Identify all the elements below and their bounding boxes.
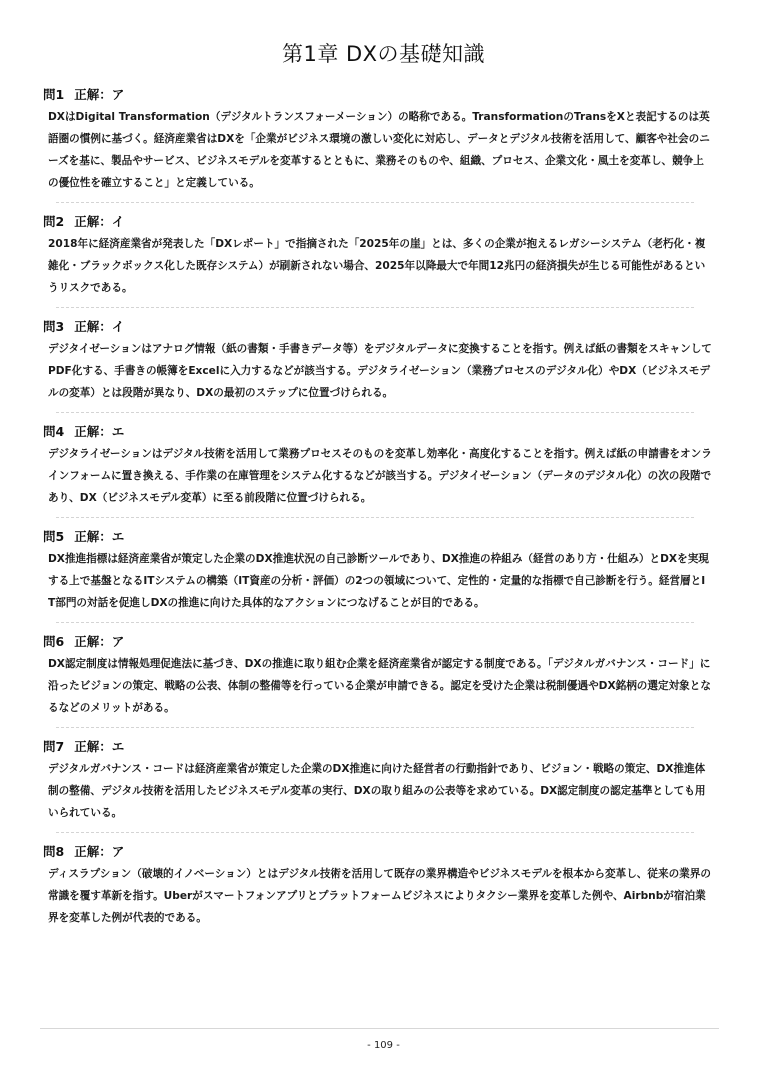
question-item <box>43 211 713 308</box>
divider <box>56 832 694 833</box>
page-title: 第1章 DXの基礎知識 <box>281 42 486 67</box>
answer-label: 正解：エ <box>74 739 125 754</box>
question-header <box>43 84 713 106</box>
divider <box>56 202 694 203</box>
divider <box>56 727 694 728</box>
question-item <box>43 736 713 833</box>
question-header <box>43 631 713 653</box>
divider <box>56 307 694 308</box>
footer-divider <box>40 1028 719 1029</box>
question-item <box>43 316 713 413</box>
question-item <box>43 526 713 623</box>
answer-label: 正解：エ <box>74 529 125 544</box>
question-item <box>43 84 713 203</box>
question-number: 問8 <box>43 844 65 859</box>
explanation-text: デジタルガバナンス・コードは経済産業省が策定した企業のDX推進に向けた経営者の行動指針であり、ビジョン・戦略の策定、DX推進体制の整備、デジタル技術を活用したビジネスモデル変革の実行、DXの取り組みの公表等を求めている。DX認定制度の認定基準としても用いられている。 <box>48 763 706 819</box>
page-number: - 109 - <box>367 1040 400 1051</box>
question-number: 問2 <box>43 214 65 229</box>
divider <box>56 412 694 413</box>
explanation-text: DX推進指標は経済産業省が策定した企業のDX推進状況の自己診断ツールであり、DX推進の枠組み（経営のあり方・仕組み）とDXを実現する上で基盤となるITシステムの構築（IT資産の分析・評価）の2つの領域について、定性的・定量的な指標で自己診断を行う。経営層とIT部門の対話を促進しDXの推進に向けた具体的なアクションにつなげることが目的である。 <box>48 553 709 609</box>
question-number: 問7 <box>43 739 65 754</box>
question-header <box>43 526 713 548</box>
answer-label: 正解：イ <box>74 319 125 334</box>
question-number: 問4 <box>43 424 65 439</box>
question-item <box>43 421 713 518</box>
divider <box>56 622 694 623</box>
question-item <box>43 841 713 929</box>
question-number: 問6 <box>43 634 65 649</box>
question-list <box>43 84 713 929</box>
explanation-text: デジタライゼーションはデジタル技術を活用して業務プロセスそのものを変革し効率化・高度化することを指す。例えば紙の申請書をオンラインフォームに置き換える、手作業の在庫管理をシステム化するなどが該当する。デジタイゼーション（データのデジタル化）の次の段階であり、DX（ビジネスモデル変革）に至る前段階に位置づけられる。 <box>48 448 712 504</box>
question-number: 問5 <box>43 529 65 544</box>
question-header <box>43 316 713 338</box>
divider <box>56 517 694 518</box>
question-number: 問1 <box>43 87 65 102</box>
explanation-text: 2018年に経済産業省が発表した「DXレポート」で指摘された「2025年の崖」とは、多くの企業が抱えるレガシーシステム（老朽化・複雑化・ブラックボックス化した既存システム）が刷新されない場合、2025年以降最大で年間12兆円の経済損失が生じる可能性があるというリスクである。 <box>48 238 706 294</box>
explanation-text: デジタイゼーションはアナログ情報（紙の書類・手書きデータ等）をデジタルデータに変換することを指す。例えば紙の書類をスキャンしてPDF化する、手書きの帳簿をExcelに入力するなどが該当する。デジタライゼーション（業務プロセスのデジタル化）やDX（ビジネスモデルの変革）とは段階が異なり、DXの最初のステップに位置づけられる。 <box>48 343 712 399</box>
question-number: 問3 <box>43 319 65 334</box>
question-header <box>43 211 713 233</box>
explanation-text: ディスラプション（破壊的イノベーション）とはデジタル技術を活用して既存の業界構造やビジネスモデルを根本から変革し、従来の業界の常識を覆す革新を指す。Uberがスマートフォンアプリとプラットフォームビジネスによりタクシー業界を変革した例や、Airbnbが宿泊業界を変革した例が代表的である。 <box>48 868 711 924</box>
answer-label: 正解：エ <box>74 424 125 439</box>
answer-label: 正解：イ <box>74 214 125 229</box>
answer-label: 正解：ア <box>74 844 125 859</box>
question-header <box>43 421 713 443</box>
question-header <box>43 736 713 758</box>
question-item <box>43 631 713 728</box>
explanation-text: DXはDigital Transformation（デジタルトランスフォーメーション）の略称である。TransformationのTransをXと表記するのは英語圏の慣例に基づく。経済産業省はDXを「企業がビジネス環境の激しい変化に対応し、データとデジタル技術を活用して、顧客や社会のニーズを基に、製品やサービス、ビジネスモデルを変革するとともに、業務そのものや、組織、プロセス、企業文化・風土を変革し、競争上の優位性を確立すること」と定義している。 <box>48 111 710 189</box>
question-header <box>43 841 713 863</box>
answer-label: 正解：ア <box>74 87 125 102</box>
answer-label: 正解：ア <box>74 634 125 649</box>
explanation-text: DX認定制度は情報処理促進法に基づき、DXの推進に取り組む企業を経済産業省が認定する制度である。「デジタルガバナンス・コード」に沿ったビジョンの策定、戦略の公表、体制の整備等を行っている企業が申請できる。認定を受けた企業は税制優遇やDX銘柄の選定対象となるなどのメリットがある。 <box>48 658 711 714</box>
